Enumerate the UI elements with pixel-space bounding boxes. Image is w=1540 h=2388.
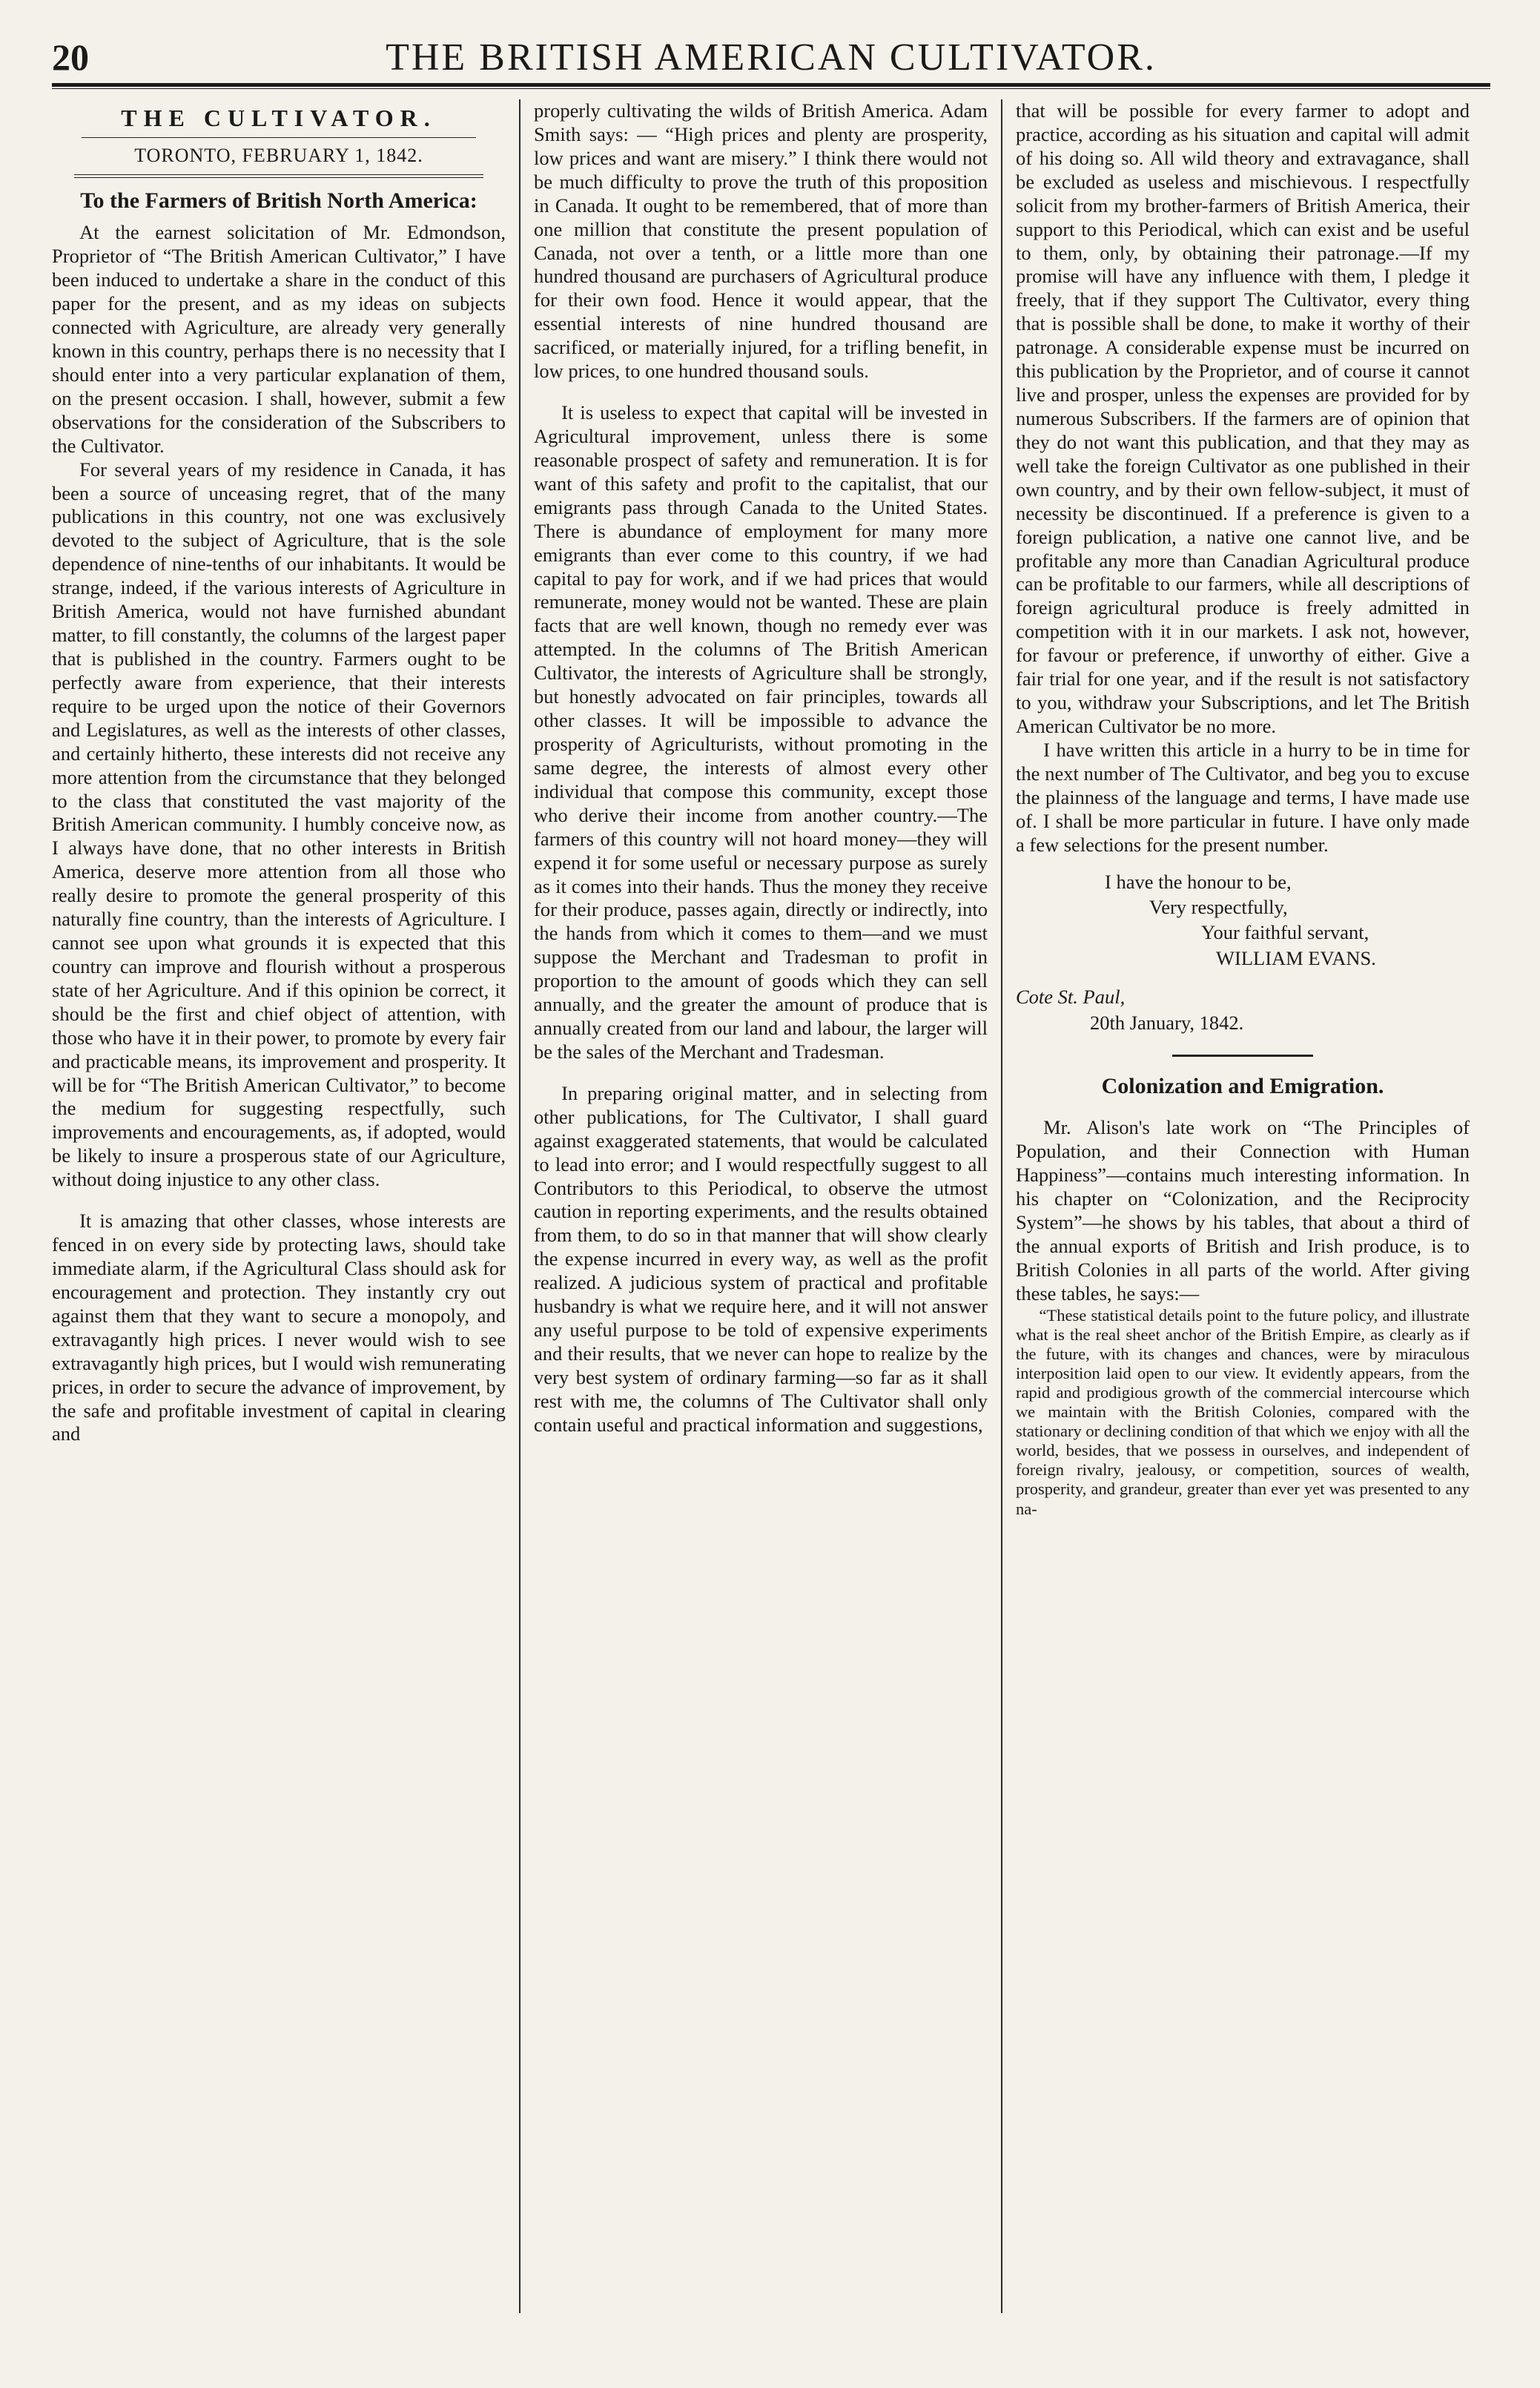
paragraph: It is amazing that other classes, whose interests are fenced in on every side by protecting laws, should take immediate alarm, if the Agricultural Class should ask for encouragement and protection. They instantly cry out against them that they want to secure a monopoly, and extravagantly high prices. I never would wish to see extravagantly high prices, but I would wish remunerating prices, in order to secure the advance of improvement, by the safe and profitable investment of capital in clearing and (52, 1210, 506, 1445)
column-3 (1002, 99, 1470, 2313)
closing-date: 20th January, 1842. (1090, 1011, 1244, 1034)
header-rule (52, 83, 1490, 89)
address-heading: To the Farmers of British North America: (80, 188, 477, 213)
paragraph: properly cultivating the wilds of British America. Adam Smith says: — “High prices and plenty are prosperity, low prices and want are misery.” I think there would not be much difficulty to prove the truth of this proposition in Canada. It ought to be remembered, that of more than one million that constitute the present population of Canada, not over a tenth, or a little more than one hundred thousand are purchasers of Agricultural produce for their own food. Hence it would appear, that the essential interests of nine hundred thousand are sacrificed, or materially injured, for a trifling benefit, in low prices, to one hundred thousand souls. (534, 99, 988, 383)
running-title: THE BRITISH AMERICAN CULTIVATOR. (386, 36, 1157, 79)
closing-line: I have the honour to be, (1105, 870, 1292, 893)
paragraph: Mr. Alison's late work on “The Principles of Population, and their Connection with Human Happiness”—contains much interesting information. In his chapter on “Colonization, and the Reciprocity System”—he shows by his tables, that about a third of the annual exports of British and Irish produce, is to British Colonies in all parts of the world. After giving these tables, he says:— (1016, 1116, 1470, 1305)
dateline-rule (74, 174, 483, 178)
column-1 (52, 99, 519, 2313)
closing-line: Your faithful servant, (1201, 921, 1369, 944)
paragraph: For several years of my residence in Canada, it has been a source of unceasing regret, that of the many publications in this country, not one was exclusively devoted to the subject of Agriculture, that is the sole dependence of nine-tenths of our inhabitants. It would be strange, indeed, if the various interests of Agriculture in British America, would not have furnished abundant matter, to fill constantly, the columns of the largest paper that is published in the country. Farmers ought to be perfectly aware from experience, that their interests require to be urged upon the notice of their Governors and Legislatures, as well as the interests of other classes, and certainly hitherto, these interests did not receive any more attention from the circumstance that they belonged to the class that constituted the vast majority of the British American community. I humbly conceive now, as I always have done, that no other interests in British America, deserve more attention from all those who really desire to promote the general prosperity of this naturally fine country, than the interests of Agriculture. I cannot see upon what grounds it is expected that this country can improve and flourish without a prosperous state of her Agriculture. And if this opinion be correct, it should be the first and chief object of attention, with those who have it in their power, to promote by every fair and practicable means, its improvement and prosperity. It will be for “The British American Cultivator,” to become the medium for suggesting respectfully, such improvements and encouragements, as, if adopted, would be likely to insure a prosperous state of our Agriculture, without doing injustice to any other class. (52, 458, 506, 1191)
paragraph: In preparing original matter, and in selecting from other publications, for The Cultivator, I shall guard against exaggerated statements, that would be calculated to lead into error; and I would respectfully suggest to all Contributors to this Periodical, to observe the utmost caution in reporting experiments, and the results obtained from them, to do so in that manner that will show clearly the expense incurred in every way, as well as the profit realized. A judicious system of practical and profitable husbandry is what we require here, and it will not answer any useful purpose to be told of expensive experiments and their results, that we never can hope to realize by the very best system of ordinary farming—so far as it shall rest with me, the columns of The Cultivator shall only contain useful and practical information and suggestions, (534, 1081, 988, 1436)
title-rule (82, 137, 476, 138)
newspaper-page (52, 30, 1490, 2358)
section-heading: Colonization and Emigration. (1101, 1074, 1384, 1099)
masthead (52, 30, 1490, 82)
closing-line: Very respectfully, (1149, 895, 1288, 918)
columns (52, 99, 1490, 2313)
signature: WILLIAM EVANS. (1216, 946, 1376, 969)
paragraph: It is useless to expect that capital will be invested in Agricultural improvement, unless there is some reasonable prospect of safety and remuneration. It is for want of this safety and profit to the capitalist, that our emigrants pass through Canada to the United States. There is abundance of employment for many more emigrants than ever come to this country, if we had capital to pay for work, and if we had prices that would remunerate, money would not be wanted. These are plain facts that are well known, though no remedy ever was attempted. In the columns of The British American Cultivator, the interests of Agriculture shall be strongly, but honestly advocated on fair principles, towards all other classes. It will be impossible to advance the prosperity of Agriculturists, without promoting in the same degree, the interests of almost every other individual that compose this community, except those who derive their income from another country.—The farmers of this country will not hoard money—they will expend it for some useful or necessary purpose as surely as it comes into their hands. Thus the money they receive for their produce, passes again, directly or indirectly, into the hands from which it comes to them—and we must suppose the Merchant and Tradesman to profit in proportion to the amount of goods which they can sell annually, and the greater the amount of produce that is annually created from our land and labour, the larger will be the sales of the Merchant and Tradesman. (534, 401, 988, 1063)
paragraph: that will be possible for every farmer to adopt and practice, according as his situation and capital will admit of his doing so. All wild theory and extravagance, shall be excluded as useless and mischievous. I respectfully solicit from my brother-farmers of British America, their support to this Periodical, which can exist and be useful to them, only, by obtaining their patronage.—If my promise will have any influence with them, I pledge it freely, that if they support The Cultivator, every thing that is possible shall be done, to make it worthy of their patronage. A considerable expense must be incurred on this publication by the Proprietor, and of course it cannot live and prosper, unless the expenses are provided for by numerous Subscribers. If the farmers are of opinion that they do not want this publication, and that they may as well take the foreign Cultivator as one published in their own country, and by their own fellow-subject, it must of necessity be discontinued. If a preference is given to a foreign publication, a native one cannot live, and be profitable any more than Canadian Agricultural produce can be profitable to our farmers, while all descriptions of foreign agricultural produce is freely admitted in competition with it in our markets. I ask not, however, for favour or preference, if unworthy of either. Give a fair trial for one year, and if the result is not satisfactory to you, withdraw your Subscriptions, and let The British American Cultivator be no more. (1016, 99, 1470, 737)
page-number: 20 (52, 36, 89, 78)
letter-closing (1016, 869, 1470, 1036)
block-quote: “These statistical details point to the future policy, and illustrate what is the real sheet anchor of the British Empire, as clearly as if the future, with its changes and chances, were by miraculous interposition laid open to our view. It evidently appears, from the rapid and prodigious growth of the commercial intercourse which we maintain with the British Colonies, compared with the stationary or declining condition of that which we enjoy with all the world, besides, that we possess in ourselves, and independent of foreign rivalry, jealousy, or competition, sources of wealth, prosperity, and grandeur, greater than ever yet was presented to any na- (1016, 1305, 1470, 1518)
section-rule (1172, 1055, 1313, 1057)
dateline: TORONTO, FEBRUARY 1, 1842. (134, 144, 423, 166)
section-title: THE CULTIVATOR. (121, 105, 437, 131)
closing-place: Cote St. Paul, (1016, 986, 1126, 1009)
column-2 (521, 99, 1001, 2313)
paragraph: At the earnest solicitation of Mr. Edmondson, Proprietor of “The British American Cultivator,” I have been induced to undertake a share in the conduct of this paper for the present, and as my ideas on subjects connected with Agriculture, are already very generally known in this country, perhaps there is no necessity that I should enter into a very particular explanation of them, on the present occasion. I shall, however, submit a few observations for the consideration of the Subscribers to the Cultivator. (52, 221, 506, 457)
paragraph: I have written this article in a hurry to be in time for the next number of The Cultivator, and beg you to excuse the plainness of the language and terms, I have made use of. I shall be more particular in future. I have only made a few selections for the present number. (1016, 738, 1470, 856)
